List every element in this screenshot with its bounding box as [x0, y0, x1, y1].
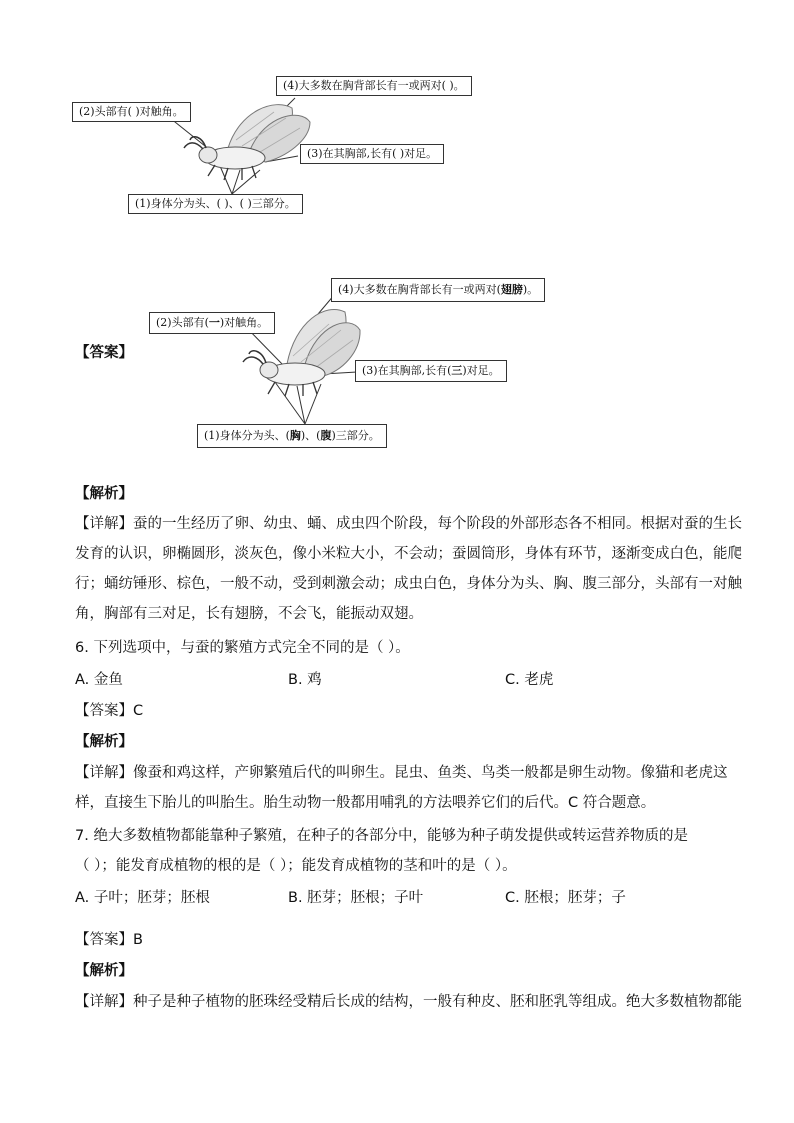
label1-pre: (1)身体分为头、( — [204, 429, 290, 442]
q5-detail-line-3: 行；蛹纺锤形、棕色，一般不动，受到刺激会动；成虫白色，身体分为头、胸、腹三部分，头部有一对触 — [75, 576, 742, 592]
q7-answer: 【答案】B — [75, 932, 143, 948]
label1-post: )三部分。 — [331, 429, 380, 442]
fill-antennae: 一 — [208, 316, 220, 329]
fill-wings: 翅膀 — [500, 283, 523, 296]
label3-pre: (3)在其胸部,长有( — [362, 364, 452, 377]
q6-stem: 6. 下列选项中，与蚕的繁殖方式完全不同的是（ ）。 — [75, 640, 410, 656]
q5-detail — [75, 514, 742, 634]
q7-option-c: C. 胚根；胚芽；子 — [505, 890, 626, 906]
label2-pre: (2)头部有( — [156, 316, 209, 329]
label1-mid: )、( — [300, 429, 321, 442]
q7-stem-line-2: （ ）；能发育成植物的根的是（ ）；能发育成植物的茎和叶的是（ ）。 — [75, 858, 517, 874]
answer-label-body-parts — [197, 424, 387, 448]
fill-thorax: 胸 — [289, 429, 301, 442]
q5-detail-line-4: 角，胸部有三对足，长有翅膀，不会飞，能振动双翅。 — [75, 606, 423, 622]
answer-tag-q5: 【答案】 — [75, 345, 133, 361]
q7-option-a: A. 子叶；胚芽；胚根 — [75, 890, 210, 906]
q6-detail-line-1: 【详解】像蚕和鸡这样，产卵繁殖后代的叫卵生。昆虫、鱼类、鸟类一般都是卵生动物。像猫和老虎这 — [75, 765, 728, 781]
label3-post: )对足。 — [462, 364, 500, 377]
label-wings: (4)大多数在胸背部长有一或两对( )。 — [276, 76, 472, 96]
q6-option-a: A. 金鱼 — [75, 672, 123, 688]
figure-answer — [145, 272, 539, 452]
q7-analysis-tag: 【解析】 — [75, 963, 133, 979]
q6-option-c: C. 老虎 — [505, 672, 554, 688]
q5-detail-line-1: 【详解】蚕的一生经历了卵、幼虫、蛹、成虫四个阶段，每个阶段的外部形态各不相同。根据对蚕的生长 — [75, 516, 742, 532]
q6-detail — [75, 763, 728, 823]
q7-option-b: B. 胚芽；胚根；子叶 — [288, 890, 424, 906]
q6-option-b: B. 鸡 — [288, 672, 322, 688]
analysis-tag-q5: 【解析】 — [75, 486, 133, 502]
q6-answer: 【答案】C — [75, 703, 144, 719]
q7-stem — [75, 826, 688, 886]
label-antennae: (2)头部有( )对触角。 — [72, 102, 191, 122]
q7-detail-line-1: 【详解】种子是种子植物的胚珠经受精后长成的结构，一般有种皮、胚和胚乳等组成。绝大多数植物都能 — [75, 994, 742, 1010]
label4-post: )。 — [522, 283, 539, 296]
label4-pre: (4)大多数在胸背部长有一或两对( — [338, 283, 501, 296]
label-legs: (3)在其胸部,长有( )对足。 — [300, 144, 444, 164]
answer-label-legs — [355, 360, 507, 382]
q7-stem-line-1: 7. 绝大多数植物都能靠种子繁殖，在种子的各部分中，能够为种子萌发提供或转运营养物质的是 — [75, 828, 688, 844]
answer-label-wings — [331, 278, 545, 302]
fill-abdomen: 腹 — [320, 429, 332, 442]
label-body-parts: (1)身体分为头、( )、( )三部分。 — [128, 194, 303, 214]
label2-post: )对触角。 — [219, 316, 269, 329]
q6-detail-line-2: 样，直接生下胎儿的叫胎生。胎生动物一般都用哺乳的方法喂养它们的后代。C 符合题意。 — [75, 795, 656, 811]
q5-detail-line-2: 发育的认识，卵椭圆形，淡灰色，像小米粒大小，不会动；蚕圆筒形，身体有环节，逐渐变成白色，能爬 — [75, 546, 742, 562]
figure-question — [60, 70, 500, 220]
fill-legs: 三 — [451, 364, 463, 377]
answer-label-antennae — [149, 312, 275, 334]
q6-analysis-tag: 【解析】 — [75, 734, 133, 750]
